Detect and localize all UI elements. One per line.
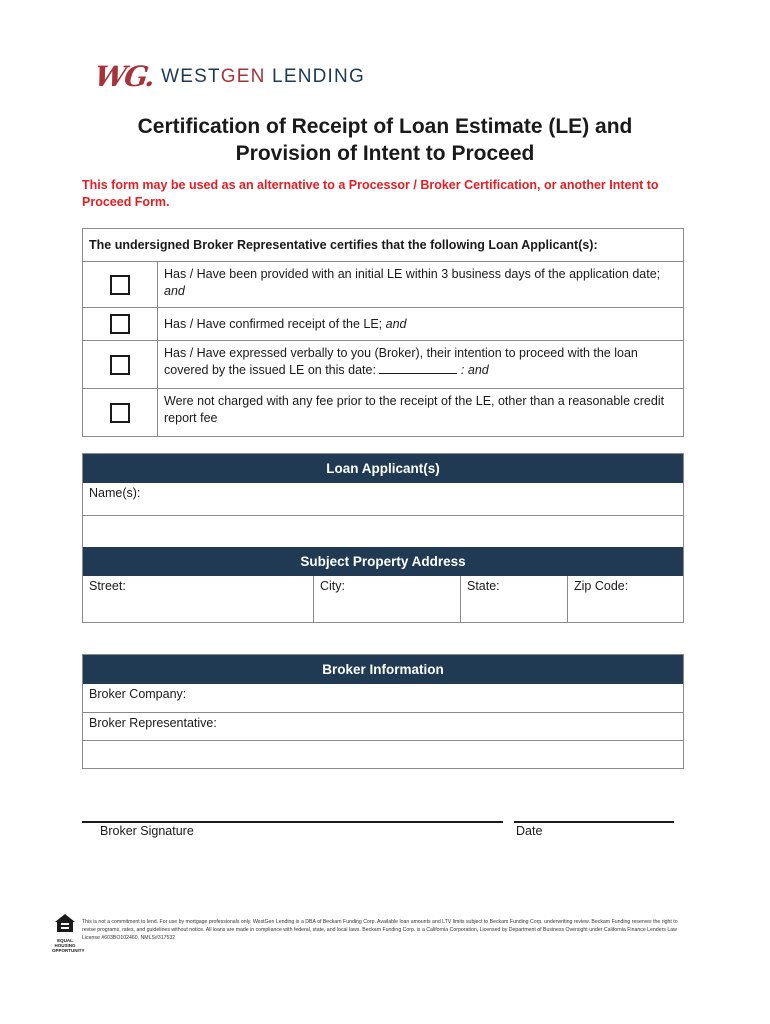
certification-box (82, 228, 684, 437)
city-label: City: (320, 579, 345, 593)
checkbox-confirmed-receipt[interactable] (110, 314, 130, 334)
item-text: Has / Have expressed verbally to you (Broker), their intention to proceed with the loan covered by the issued LE on this date: (164, 346, 638, 377)
logo-mark: WG. (92, 60, 156, 93)
item-text: Were not charged with any fee prior to the receipt of the LE, other than a reasonable credit report fee (164, 394, 665, 425)
zip-label: Zip Code: (574, 579, 629, 593)
item-suffix: : and (460, 363, 489, 377)
broker-extra-field[interactable] (83, 740, 683, 768)
page-title (0, 113, 770, 167)
equal-housing-logo (52, 913, 85, 953)
certification-item-text (158, 308, 683, 340)
logo-name (161, 66, 365, 88)
certification-item-text (158, 262, 683, 307)
certification-item-4 (83, 389, 683, 437)
item-text: Has / Have confirmed receipt of the LE; (164, 317, 383, 331)
intent-date-field[interactable] (379, 363, 457, 374)
date-label: Date (516, 824, 543, 838)
street-field[interactable] (83, 576, 314, 623)
broker-info-box (82, 654, 684, 769)
names-label: Name(s): (89, 486, 141, 500)
red-notice: This form may be used as an alternative to a Processor / Broker Certification, or another Intent to Proceed Form. (82, 178, 659, 209)
names-field-extra[interactable] (83, 515, 683, 547)
state-label: State: (467, 579, 500, 593)
signature-line[interactable] (82, 821, 503, 823)
broker-company-label: Broker Company: (89, 687, 187, 701)
equal-housing-label: EQUAL HOUSING OPPORTUNITY (52, 938, 85, 953)
logo-name-gen: GEN (220, 65, 266, 87)
certification-item-2 (83, 308, 683, 341)
item-text: Has / Have been provided with an initial LE within 3 business days of the application date; (164, 267, 661, 281)
checkbox-cell (83, 308, 158, 340)
logo-name-lending: LENDING (265, 65, 365, 87)
certification-item-text (158, 341, 683, 388)
certification-item-text (158, 389, 683, 437)
signature-label: Broker Signature (100, 824, 194, 838)
checkbox-cell (83, 262, 158, 307)
broker-info-header: Broker Information (83, 655, 683, 684)
address-row (83, 576, 683, 623)
checkbox-intent-to-proceed[interactable] (110, 355, 130, 375)
date-line[interactable] (514, 821, 674, 823)
house-icon (54, 913, 76, 933)
certification-item-1 (83, 262, 683, 308)
state-field[interactable] (461, 576, 568, 623)
broker-representative-label: Broker Representative: (89, 716, 217, 730)
certification-item-3 (83, 341, 683, 389)
page-title-line2: Provision of Intent to Proceed (235, 142, 535, 165)
checkbox-no-fee-charged[interactable] (110, 403, 130, 423)
applicant-property-box (82, 453, 684, 623)
checkbox-cell (83, 389, 158, 437)
page-title-line1: Certification of Receipt of Loan Estimate (LE) and (137, 115, 633, 138)
zip-field[interactable] (568, 576, 683, 623)
company-logo (92, 60, 365, 93)
item-suffix: and (385, 317, 407, 331)
footer-disclaimer: This is not a commitment to lend. For use by mortgage professionals only. WestGen Lending is a DBA of Beckam Funding Corp. Available loan amounts and LTV limits subject to Beckam Funding Corp. underwriting review. Beckam Funding reserves the right to revise programs, rates, and guidelines without notice. All loans are made in compliance with federal, state, and local laws. Beckam Funding Corp. is a California Corporation, Licensed by Department of Business Oversight under California Finance Lenders Law License #603BO102460. NMLS#317532 (82, 919, 678, 941)
broker-representative-field[interactable] (83, 712, 683, 740)
street-label: Street: (89, 579, 126, 593)
checkbox-initial-le[interactable] (110, 275, 130, 295)
checkbox-cell (83, 341, 158, 388)
item-suffix: and (164, 284, 185, 298)
broker-company-field[interactable] (83, 684, 683, 712)
city-field[interactable] (314, 576, 461, 623)
loan-applicants-header: Loan Applicant(s) (83, 454, 683, 483)
certification-header: The undersigned Broker Representative certifies that the following Loan Applicant(s): (83, 229, 683, 262)
property-address-header: Subject Property Address (83, 547, 683, 576)
logo-name-west: WEST (161, 65, 221, 87)
names-field[interactable] (83, 483, 683, 515)
